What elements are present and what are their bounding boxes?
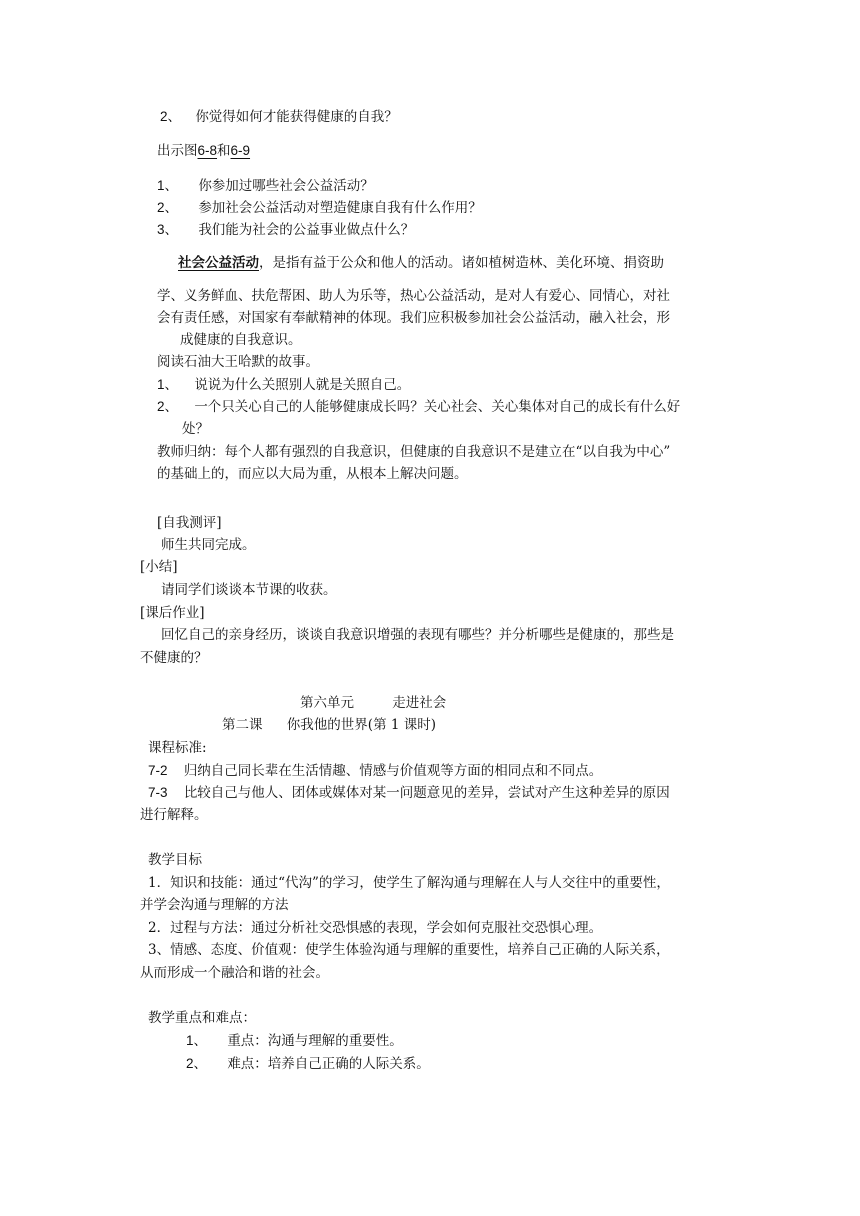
unit-title [300,693,446,713]
list-item [157,397,680,417]
list-number: 1、 [157,377,179,392]
show-figure-line [157,141,250,161]
list-number: 1、 [186,1033,208,1048]
definition-term: 社会公益活动 [178,255,259,271]
key-points-heading: 教学重点和难点： [148,1010,256,1026]
teacher-summary-line-1: 教师归纳：每个人都有强烈的自我意识，但健康的自我意识不是建立在“以自我为中心” [157,444,671,460]
definition-line-3: 会有责任感，对国家有奉献精神的体现。我们应积极参加社会公益活动，融入社会，形 [157,310,670,326]
standard-text: 归纳自己同长辈在生活情趣、情感与价值观等方面的相同点和不同点。 [183,763,603,779]
standard-item [148,783,670,803]
objective-3-line-2: 从而形成一个融洽和谐的社会。 [140,965,329,981]
figure-link-6-9[interactable]: 6-9 [230,143,251,158]
self-test-heading: [自我测评] [157,515,222,531]
homework-heading: [课后作业] [140,605,205,621]
definition-line-1 [178,253,664,273]
homework-line-1: 回忆自己的亲身经历，谈谈自我意识增强的表现有哪些？并分析哪些是健康的，那些是 [161,627,674,643]
standard-text-continued: 进行解释。 [140,807,208,823]
summary-heading: [小结] [140,559,178,575]
self-test-text: 师生共同完成。 [161,537,256,553]
list-item [157,198,482,218]
standard-code: 7-2 [148,763,168,778]
list-number: 2、 [186,1056,208,1071]
list-item [157,375,410,395]
question-2 [160,107,398,127]
list-number: 2、 [157,399,179,414]
unit-number: 第六单元 [300,695,354,711]
summary-text: 请同学们谈谈本节课的收获。 [161,582,337,598]
standard-text: 比较自己与他人、团体或媒体对某一问题意见的差异，尝试对产生这种差异的原因 [183,785,670,801]
list-text-continued: 处？ [182,421,209,437]
list-number: 1、 [157,178,179,193]
list-item [157,176,374,196]
list-text: 说说为什么关照别人就是关照自己。 [194,377,411,393]
objective-1-line-2: 并学会沟通与理解的方法 [140,897,289,913]
list-item [186,1031,403,1051]
definition-line-2: 学、义务鲜血、扶危帮困、助人为乐等，热心公益活动，是对人有爱心、同情心，对社 [157,288,670,304]
list-number: 2、 [157,200,179,215]
objective-2: 2．过程与方法：通过分析社交恐惧感的表现，学会如何克服社交恐惧心理。 [148,920,603,936]
standard-code: 7-3 [148,785,168,800]
lesson-title [222,715,436,735]
list-text: 一个只关心自己的人能够健康成长吗？关心社会、关心集体对自己的成长有什么好 [194,399,681,415]
list-text: 重点：沟通与理解的重要性。 [227,1033,403,1049]
list-text: 我们能为社会的公益事业做点什么？ [198,222,415,238]
list-text: 难点：培养自己正确的人际关系。 [227,1056,430,1072]
homework-line-2: 不健康的？ [140,650,208,666]
objectives-heading: 教学目标 [148,852,202,868]
reading-prompt: 阅读石油大王哈默的故事。 [157,354,319,370]
standards-heading: 课程标准: [148,740,207,756]
list-text: 你参加过哪些社会公益活动？ [198,178,374,194]
show-figure-prefix: 出示图 [157,143,198,159]
list-number: 3、 [157,222,179,237]
question-text: 你觉得如何才能获得健康的自我？ [195,109,398,125]
lesson-name: 你我他的世界(第 1 课时) [286,717,437,733]
unit-name: 走进社会 [392,695,447,711]
definition-line-4: 成健康的自我意识。 [180,332,302,348]
objective-3-line-1: 3、情感、态度、价值观：使学生体验沟通与理解的重要性，培养自己正确的人际关系， [148,942,670,958]
show-figure-mid: 和 [217,143,231,159]
figure-link-6-8[interactable]: 6-8 [197,143,218,158]
list-item [186,1054,430,1074]
question-number: 2、 [160,109,182,124]
definition-text: ，是指有益于公众和他人的活动。诸如植树造林、美化环境、捐资助 [259,255,664,271]
list-item [157,220,414,240]
standard-item [148,761,602,781]
teacher-summary-line-2: 的基础上的，而应以大局为重，从根本上解决问题。 [157,466,468,482]
objective-1-line-1: 1．知识和技能：通过“代沟”的学习，使学生了解沟通与理解在人与人交往中的重要性， [148,875,670,891]
list-text: 参加社会公益活动对塑造健康自我有什么作用？ [198,200,482,216]
lesson-number: 第二课 [222,717,263,733]
